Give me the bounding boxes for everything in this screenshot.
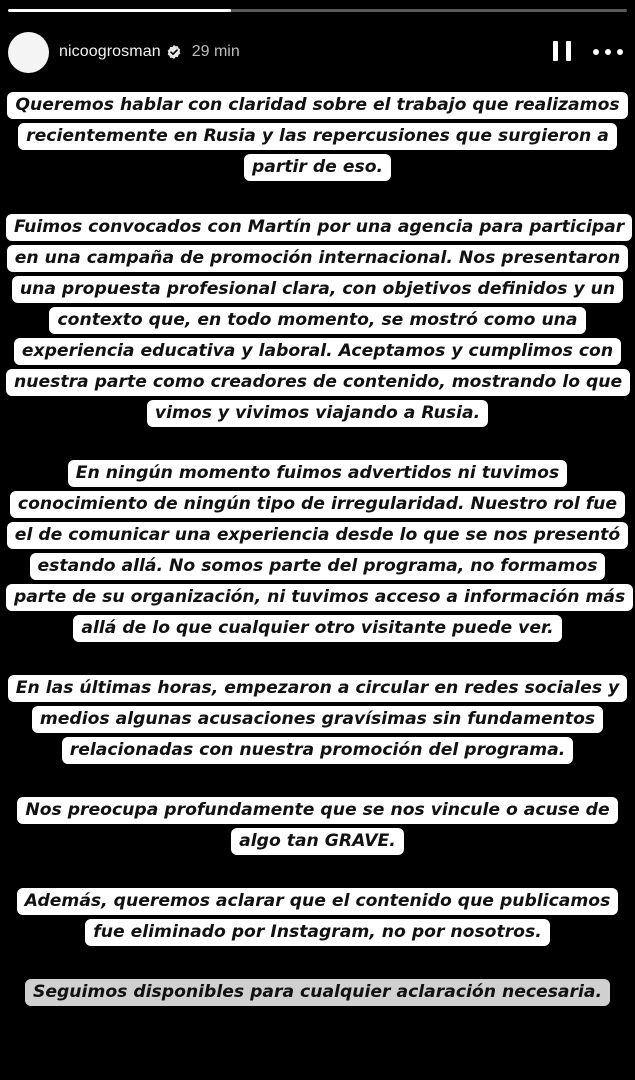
story-text-content [6,90,629,1080]
avatar[interactable] [8,32,49,73]
story-progress-fill [8,9,231,12]
story-paragraph [6,90,629,183]
story-paragraph [6,886,629,948]
story-header [8,30,623,74]
story-paragraph [6,673,629,766]
username[interactable]: nicoogrosman [59,43,161,60]
pause-icon[interactable] [553,41,571,63]
paragraph-text: Además, queremos aclarar que el contenido que publicamos fue eliminado por Instagram, no por nosotros. [17,888,619,946]
more-options-icon[interactable] [593,41,623,63]
post-timestamp: 29 min [191,43,240,60]
story-paragraph [6,458,629,644]
paragraph-text: Nos preocupa profundamente que se nos vincule o acuse de algo tan GRAVE. [17,797,617,855]
verified-badge-icon [166,44,182,60]
paragraph-text: Queremos hablar con claridad sobre el trabajo que realizamos recientemente en Rusia y las repercusiones que surgieron a partir de eso. [7,92,627,181]
story-paragraph [25,977,610,1008]
paragraph-text: En ningún momento fuimos advertidos ni tuvimos conocimiento de ningún tipo de irregularidad. Nuestro rol fue el de comunicar una experiencia desde lo que se nos presentó estando allá. No somos parte del programa, no formamos parte de su organización, ni tuvimos acceso a información más allá de lo que cualquier otro visitante puede ver. [6,460,633,642]
story-progress-bar [8,9,627,12]
paragraph-text: Seguimos disponibles para cualquier aclaración necesaria. [25,979,610,1006]
paragraph-text: Fuimos convocados con Martín por una agencia para participar en una campaña de promoción internacional. Nos presentaron una propuesta profesional clara, con objetivos definidos y un contexto que, en todo momento, se mostró como una experiencia educativa y laboral. Aceptamos y cumplimos con nuestra parte como creadores de contenido, mostrando lo que vimos y vivimos viajando a Rusia. [6,214,632,427]
story-paragraph [6,212,629,429]
story-paragraph [6,795,629,857]
paragraph-text: En las últimas horas, empezaron a circular en redes sociales y medios algunas acusaciones gravísimas sin fundamentos relacionadas con nuestra promoción del programa. [8,675,628,764]
